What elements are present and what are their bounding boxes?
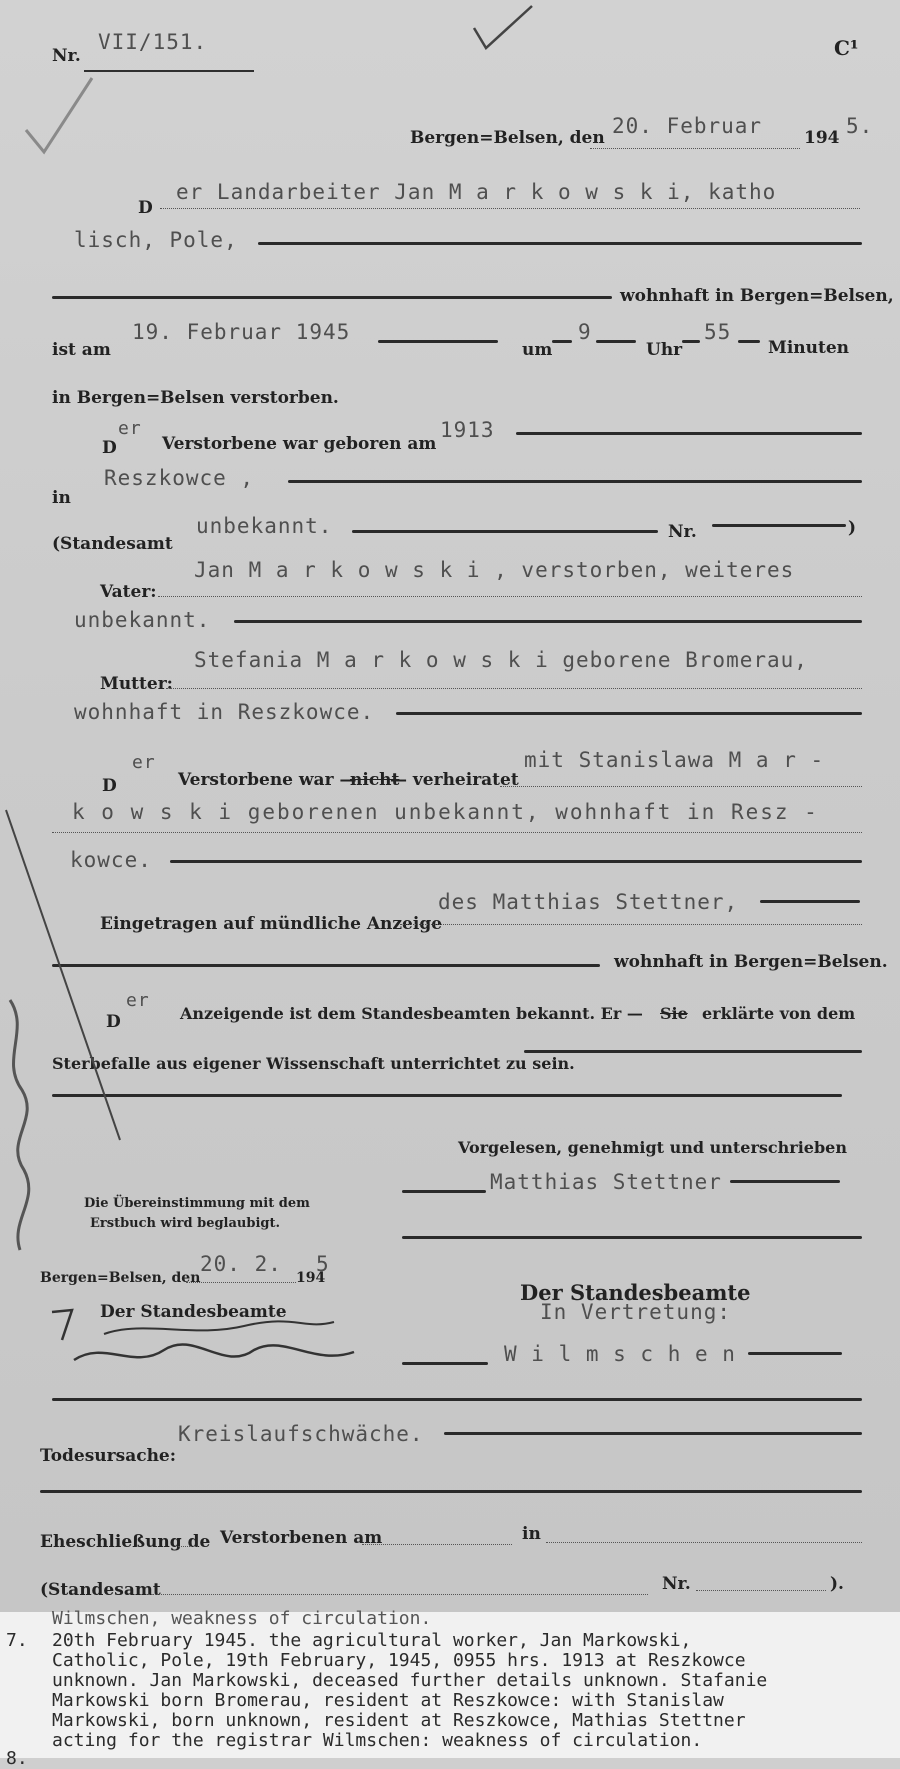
informant-signature: Matthias Stettner	[490, 1170, 722, 1194]
check-mark-icon	[468, 2, 538, 54]
translation-line-0: Wilmschen, weakness of circulation.	[52, 1608, 432, 1629]
mother-line-2: wohnhaft in Reszkowce.	[74, 700, 375, 724]
entered-label: Eingetragen auf mündliche Anzeige	[100, 914, 443, 934]
fill-rule	[444, 1432, 862, 1435]
married-er: er	[132, 752, 156, 773]
in-label: in	[52, 488, 71, 508]
born-place: Reszkowce ,	[104, 466, 255, 490]
cert-place: Bergen=Belsen, den	[40, 1270, 201, 1286]
translation-line: Markowski born Bromerau, resident at Reszkowce: with Stanislaw	[52, 1690, 724, 1711]
fill-rule	[378, 340, 498, 343]
translation-number: 7.	[6, 1630, 28, 1651]
married-line-2: k o w s k i geborenen unbekannt, wohnhaft in Resz -	[72, 800, 819, 824]
born-label: Verstorbene war geboren am	[162, 434, 437, 454]
fill-rule	[402, 1190, 486, 1193]
father-label: Vater:	[100, 582, 157, 602]
fill-rule	[748, 1352, 842, 1355]
translation-strip	[0, 1608, 900, 1769]
minuten-label: Minuten	[768, 338, 850, 358]
fill-rule	[52, 296, 612, 299]
registry2-label: (Standesamt	[40, 1580, 161, 1600]
entered-value: des Matthias Stettner,	[438, 890, 739, 914]
nr-value: VII/151.	[98, 30, 208, 54]
fill-rule	[52, 964, 600, 967]
dots-1	[160, 208, 860, 209]
fill-rule	[402, 1236, 862, 1239]
informant-sie: Sie	[660, 1004, 688, 1023]
fill-rule	[170, 860, 862, 863]
registry2-nr: Nr.	[662, 1574, 691, 1594]
fill-rule	[760, 900, 860, 903]
nr-line	[84, 70, 254, 72]
died-label: in Bergen=Belsen verstorben.	[52, 388, 339, 408]
registrar-right: Der Standesbeamte	[520, 1280, 751, 1305]
margin-pen-mark	[0, 800, 130, 1260]
married-label-a: Verstorbene war —	[178, 770, 357, 790]
married-label-b: — verheiratet	[390, 770, 519, 790]
cert-date: 20. 2.	[200, 1252, 282, 1276]
certify-line-1: Die Übereinstimmung mit dem	[84, 1196, 310, 1211]
married-value: mit Stanislawa M a r -	[524, 748, 825, 772]
resident-label-2: wohnhaft in Bergen=Belsen.	[614, 952, 888, 972]
date-dots	[590, 148, 800, 149]
mother-label: Mutter:	[100, 674, 173, 694]
read-label: Vorgelesen, genehmigt und unterschrieben	[458, 1138, 847, 1157]
translation-line: Markowski, born unknown, resident at Reszkowce, Mathias Stettner	[52, 1710, 746, 1731]
fill-rule	[516, 432, 862, 435]
registry-label: (Standesamt	[52, 534, 173, 554]
date-value: 20. Februar	[612, 114, 763, 138]
fill-rule	[52, 1398, 862, 1401]
informant-d: D	[106, 1012, 121, 1032]
death-minutes: 55	[704, 320, 732, 344]
registry-close: )	[848, 518, 857, 538]
fill-rule	[40, 1490, 862, 1493]
form-code: C¹	[834, 36, 859, 60]
in-vertretung: In Vertretung:	[540, 1300, 732, 1324]
death-hour: 9	[578, 320, 592, 344]
uhr-label: Uhr	[646, 340, 683, 360]
registry-nr: Nr.	[668, 522, 697, 542]
fill-rule	[596, 340, 636, 343]
dots-marriage	[178, 1546, 198, 1547]
fill-rule	[730, 1180, 840, 1183]
fill-rule	[402, 1362, 488, 1365]
year-suffix: 5.	[846, 114, 874, 138]
translation-line: unknown. Jan Markowski, deceased further details unknown. Stafanie	[52, 1670, 768, 1691]
registry-value: unbekannt.	[196, 514, 333, 538]
married-d: D	[102, 776, 117, 796]
married-line-3: kowce.	[70, 848, 152, 872]
father-line-1: Jan M a r k o w s k i , verstorben, weiteres	[194, 558, 795, 582]
d-prefix: D	[138, 198, 153, 218]
dots-registry2-b	[696, 1590, 826, 1591]
cause-label: Todesursache:	[40, 1446, 177, 1466]
fill-rule	[258, 242, 862, 245]
resident-label: wohnhaft in Bergen=Belsen,	[620, 286, 894, 306]
um-label: um	[522, 340, 553, 360]
registrar-signature	[44, 1300, 364, 1390]
marriage-label: Eheschließung de	[40, 1532, 211, 1552]
year-prefix: 194	[804, 128, 840, 148]
registrar-left: Der Standesbeamte	[100, 1302, 287, 1322]
marriage-in: in	[522, 1524, 541, 1544]
dots-cert	[186, 1282, 296, 1283]
fill-rule	[234, 620, 862, 623]
registry2-close: ).	[830, 1574, 844, 1594]
name-line-2: lisch, Pole,	[74, 228, 238, 252]
married-nicht: nicht	[350, 770, 400, 790]
check-mark-icon	[20, 70, 100, 160]
dots-entered	[400, 924, 862, 925]
informant-er: er	[126, 990, 150, 1011]
place-label: Bergen=Belsen, den	[410, 128, 605, 148]
translation-line: 20th February 1945. the agricultural worker, Jan Markowski,	[52, 1630, 692, 1651]
dots-married-2	[52, 832, 862, 833]
translation-next-number: 8.	[6, 1748, 28, 1769]
informant-line-2: Sterbefalle aus eigener Wissenschaft unterrichtet zu sein.	[52, 1054, 575, 1073]
translation-line: acting for the registrar Wilmschen: weakness of circulation.	[52, 1730, 703, 1751]
translation-line: Catholic, Pole, 19th February, 1945, 0955 hrs. 1913 at Reszkowce	[52, 1650, 746, 1671]
fill-rule	[352, 530, 658, 533]
fill-rule	[682, 340, 700, 343]
father-line-2: unbekannt.	[74, 608, 211, 632]
dots-registry2	[148, 1594, 648, 1595]
cert-year-suffix: 5	[316, 1252, 330, 1276]
fill-rule	[738, 340, 760, 343]
dots-father	[158, 596, 862, 597]
marriage-label-2: Verstorbenen am	[220, 1528, 383, 1548]
cause-value: Kreislaufschwäche.	[178, 1422, 424, 1446]
cert-year-prefix: 194	[296, 1270, 326, 1286]
certify-line-2: Erstbuch wird beglaubigt.	[90, 1216, 281, 1231]
informant-text-2: erklärte von dem	[702, 1004, 856, 1023]
fill-rule	[712, 524, 846, 527]
dots-marriage-2	[362, 1544, 512, 1545]
fill-rule	[524, 1050, 862, 1053]
dots-married	[500, 786, 862, 787]
informant-text: Anzeigende ist dem Standesbeamten bekannt. Er —	[180, 1004, 643, 1023]
dots-marriage-3	[546, 1542, 862, 1543]
death-date: 19. Februar 1945	[132, 320, 351, 344]
born-er: er	[118, 418, 142, 439]
registrar-name: W i l m s c h e n	[504, 1342, 736, 1366]
ist-am-label: ist am	[52, 340, 111, 360]
fill-rule	[552, 340, 572, 343]
fill-rule	[52, 1094, 842, 1097]
mother-line-1: Stefania M a r k o w s k i geborene Bromerau,	[194, 648, 808, 672]
nr-label: Nr.	[52, 46, 81, 66]
fill-rule	[396, 712, 862, 715]
born-year: 1913	[440, 418, 495, 442]
dots-mother	[166, 688, 862, 689]
born-d: D	[102, 438, 117, 458]
fill-rule	[288, 480, 862, 483]
name-line-1: er Landarbeiter Jan M a r k o w s k i, katho	[176, 180, 777, 204]
